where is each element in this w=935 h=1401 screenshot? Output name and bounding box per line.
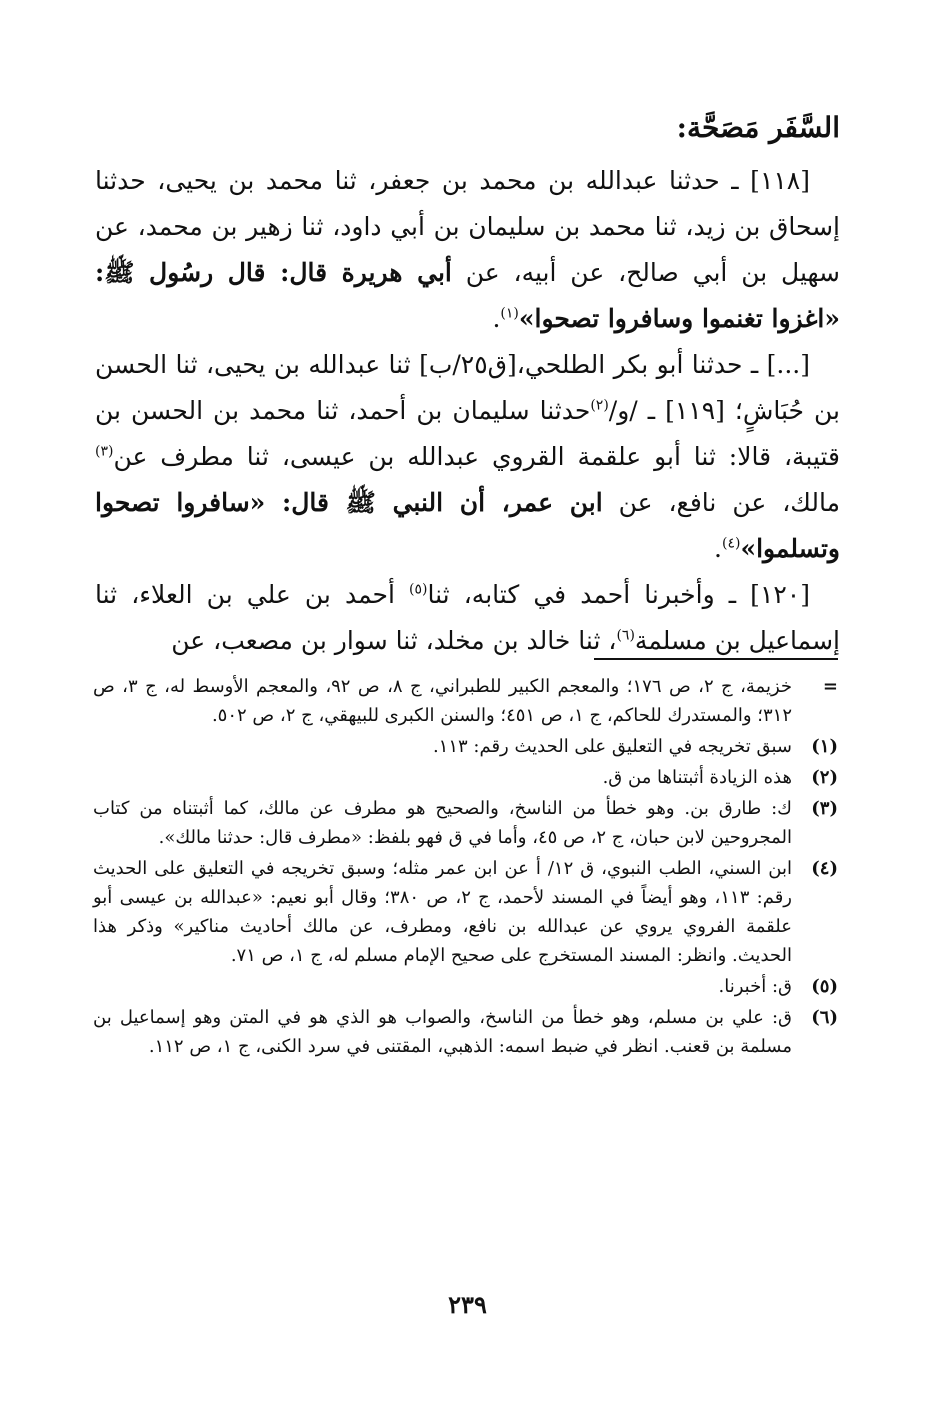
footnote-number: (٤) [811, 858, 838, 879]
paragraph-text: ، ثنا خالد بن مخلد، ثنا سوار بن مصعب، عن [171, 626, 617, 655]
footnotes [93, 672, 838, 1063]
footnote [93, 972, 838, 1001]
section-heading: السَّفَر مَصَحَّة: [676, 111, 840, 144]
punctuation: . [492, 304, 501, 333]
main-text [95, 158, 840, 664]
hadith-paragraph [95, 572, 840, 664]
footnote [93, 732, 838, 761]
bold-text: أبي هريرة قال: قال رسُول ﷺ: «اغزوا تغنموا وسافروا تصحوا» [95, 258, 840, 333]
footnote-ref[interactable]: (٢) [590, 397, 609, 414]
paragraph-text: حدثنا سليمان بن أحمد، ثنا محمد بن الحسن بن قتيبة، قالا: ثنا أبو علقمة القروي عبدالله بن عيسى، ثنا مطرف عن [95, 396, 840, 471]
footnote-text: ك: طارق بن. وهو خطأ من الناسخ، والصحيح هو مطرف عن مالك، كما أثبتناه من كتاب المجروحين لابن حبان، ج ٢، ص ٤٥، وأما في ق فهو بلفظ: «مطرف قال: حدثنا مالك». [93, 798, 792, 848]
paragraph-text: [١١٨] ـ حدثنا عبدالله بن محمد بن جعفر، ثنا محمد بن يحيى، حدثنا إسحاق بن زيد، ثنا محمد بن سليمان بن أبي داود، ثنا زهير بن محمد، عن سهيل بن أبي صالح، عن أبيه، عن [95, 166, 841, 287]
footnote-number: (٢) [811, 767, 838, 788]
hadith-paragraph [95, 158, 840, 342]
footnote-ref[interactable]: (٥) [409, 581, 428, 598]
footnote-text: ابن السني، الطب النبوي، ق ١٢/ أ عن ابن عمر مثله؛ وسبق تخريجه في التعليق على الحديث رقم: ١١٣، وهو أيضاً في المسند لأحمد، ج ٢، ص ٣٨٠؛ وقال أبو نعيم: «عبدالله بن عيسى أبو علقمة الفروي يروي عن عبدالله بن نافع، ومطرف، عن مالك أحاديث مناكير» وذكر هذا الحديث. وانظر: المسند المستخرج على صحيح الإمام مسلم له، ج ١، ص ٧١. [93, 858, 793, 966]
footnote-ref[interactable]: (٤) [721, 535, 741, 552]
footnote-number: (٦) [811, 1007, 838, 1028]
footnote-number: (١) [811, 736, 838, 757]
footnote [93, 1003, 838, 1061]
footnote [93, 794, 838, 852]
page-number: ٢٣٩ [448, 1290, 487, 1319]
footnote [93, 854, 838, 970]
footnote-number: = [822, 676, 838, 697]
footnote-number: (٣) [811, 798, 838, 819]
footnote-ref[interactable]: (٦) [616, 627, 635, 644]
paragraph-text: [...] ـ حدثنا أبو بكر الطلحي،[ق٢٥/ب] ثنا عبدالله بن يحيى، ثنا الحسن بن حُبَاشٍ؛ [١١٩] ـ /و/ [95, 350, 841, 425]
hadith-paragraph [95, 342, 840, 572]
footnote-text: ق: أخبرنا. [718, 976, 792, 997]
paragraph-text: مالك، عن نافع، عن [602, 488, 840, 517]
footnote-separator [594, 658, 838, 660]
bold-text: ابن عمر، أن النبي ﷺ قال: «سافروا تصحوا وتسلموا» [95, 488, 840, 563]
footnote [93, 763, 838, 792]
footnote [93, 672, 838, 730]
footnote-ref[interactable]: (١) [500, 305, 519, 322]
footnote-number: (٥) [811, 976, 838, 997]
footnote-text: خزيمة، ج ٢، ص ١٧٦؛ والمعجم الكبير للطبراني، ج ٨، ص ٩٢، والمعجم الأوسط له، ج ٣، ص ٣١٢؛ والمستدرك للحاكم، ج ١، ص ٤٥١؛ والسنن الكبرى للبيهقي، ج ٢، ص ٥٠٢. [93, 676, 793, 726]
punctuation: . [714, 534, 722, 563]
footnote-text: هذه الزيادة أثبتناها من ق. [602, 767, 792, 788]
footnote-ref[interactable]: (٣) [95, 443, 114, 460]
paragraph-text: أحمد بن علي بن العلاء، ثنا إسماعيل بن مسلمة [95, 580, 840, 655]
footnote-text: ق: علي بن مسلم، وهو خطأ من الناسخ، والصواب هو الذي هو في المتن وهو إسماعيل بن مسلمة بن قعنب. انظر في ضبط اسمه: الذهبي، المقتنى في سرد الكنى، ج ١، ص ١١٢. [93, 1007, 792, 1057]
footnote-text: سبق تخريجه في التعليق على الحديث رقم: ١١٣. [432, 736, 792, 757]
paragraph-text: [١٢٠] ـ وأخبرنا أحمد في كتابه، ثنا [427, 580, 810, 609]
